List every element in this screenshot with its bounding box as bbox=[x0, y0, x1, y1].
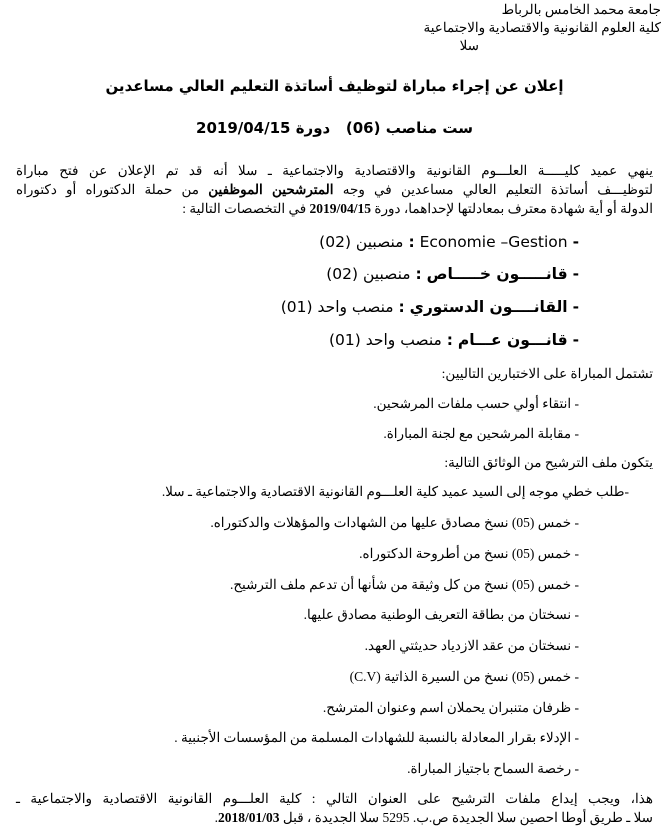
session-label: دورة bbox=[295, 119, 331, 137]
faculty-name: كلية العلوم القانونية والاقتصادية والاجتماعية bbox=[423, 20, 661, 35]
intro-line-2-bold: المترشحين الموظفين bbox=[208, 182, 334, 197]
test-item: - انتقاء أولي حسب ملفات المرشحين. bbox=[373, 396, 579, 411]
specialty-item: - قانـــون عـــام : منصب واحد (01) bbox=[328, 331, 579, 349]
document-item: - خمس (05) نسخ من أطروحة الدكتوراه. bbox=[359, 546, 579, 561]
document-item: - نسختان من عقد الازدياد حديثتي العهد. bbox=[364, 638, 579, 653]
documents-heading: يتكون ملف الترشيح من الوثائق التالية: bbox=[444, 455, 653, 470]
intro-line-3-pre: الدولة أو أية شهادة معترف بمعادلتها لإحداهما، دورة bbox=[374, 201, 653, 216]
specialty-item: - القانــــون الدستوري : منصب واحد (01) bbox=[280, 298, 579, 316]
intro-line-2-pre: لتوظيـــف أساتذة التعليم العالي مساعدين في وجه bbox=[342, 182, 654, 197]
closing-line-2: سلا ـ طريق أوطا احصين سلا الجديدة ص.ب. 5295 سلا الجديدة ، قبل 2018/01/03. bbox=[214, 810, 653, 825]
document-item: - خمس (05) نسخ مصادق عليها من الشهادات والمؤهلات والدكتوراه. bbox=[210, 515, 579, 530]
university-name: جامعة محمد الخامس بالرباط bbox=[501, 2, 661, 17]
specialty-item: - Economie –Gestion : منصبين (02) bbox=[319, 233, 579, 251]
document-item: - خمس (05) نسخ من كل وثيقة من شأنها أن تدعم ملف الترشيح. bbox=[229, 577, 579, 592]
session-date: 2019/04/15 bbox=[196, 119, 291, 137]
test-item: - مقابلة المرشحين مع لجنة المباراة. bbox=[383, 426, 579, 441]
document-item: - رخصة السماح باجتياز المباراة. bbox=[407, 761, 579, 776]
specialty-item: - قانـــــون خـــــاص : منصبين (02) bbox=[326, 265, 579, 283]
intro-line-3-bold: 2019/04/15 bbox=[309, 201, 372, 216]
document-item: - نسختان من بطاقة التعريف الوطنية مصادق عليها. bbox=[303, 607, 579, 622]
intro-line-2 bbox=[16, 182, 653, 198]
intro-line-3-post: في التخصصات التالية : bbox=[182, 201, 307, 216]
page-title: إعلان عن إجراء مباراة لتوظيف أساتذة التعليم العالي مساعدين bbox=[105, 77, 564, 95]
positions-count: ست مناصب (06) bbox=[345, 119, 473, 137]
tests-heading: تشتمل المباراة على الاختبارين التاليين: bbox=[441, 366, 653, 381]
closing-deadline: 2018/01/03 bbox=[218, 810, 280, 825]
document-item: - خمس (05) نسخ من السيرة الذاتية (C.V) bbox=[349, 669, 579, 684]
intro-line-1: ينهي عميد كليـــــة العلـــوم القانونية والاقتصادية والاجتماعية ـ سلا أنه قد تم الإعلان عن فتح مباراة bbox=[16, 163, 653, 178]
document-item: - الإدلاء بقرار المعادلة بالنسبة للشهادات المسلمة من المؤسسات الأجنبية . bbox=[174, 730, 579, 745]
document-item: - ظرفان متنبران يحملان اسم وعنوان المترشح. bbox=[322, 700, 579, 715]
intro-line-3 bbox=[16, 201, 653, 217]
city-name: سلا bbox=[459, 38, 479, 53]
closing-line-1: هذا، ويجب إيداع ملفات الترشيح على العنوان التالي : كلية العلـــوم القانونية الاقتصادية والاجتماعية ـ bbox=[16, 791, 653, 806]
intro-line-2-post: من حملة الدكتوراه أو دكتوراه bbox=[16, 182, 200, 197]
document-item: -طلب خطي موجه إلى السيد عميد كلية العلـــوم القانونية الاقتصادية والاجتماعية ـ سلا. bbox=[161, 484, 629, 499]
positions-subtitle bbox=[180, 119, 489, 137]
closing-line-2-pre: سلا ـ طريق أوطا احصين سلا الجديدة ص.ب. 5295 سلا الجديدة ، قبل bbox=[282, 810, 653, 825]
